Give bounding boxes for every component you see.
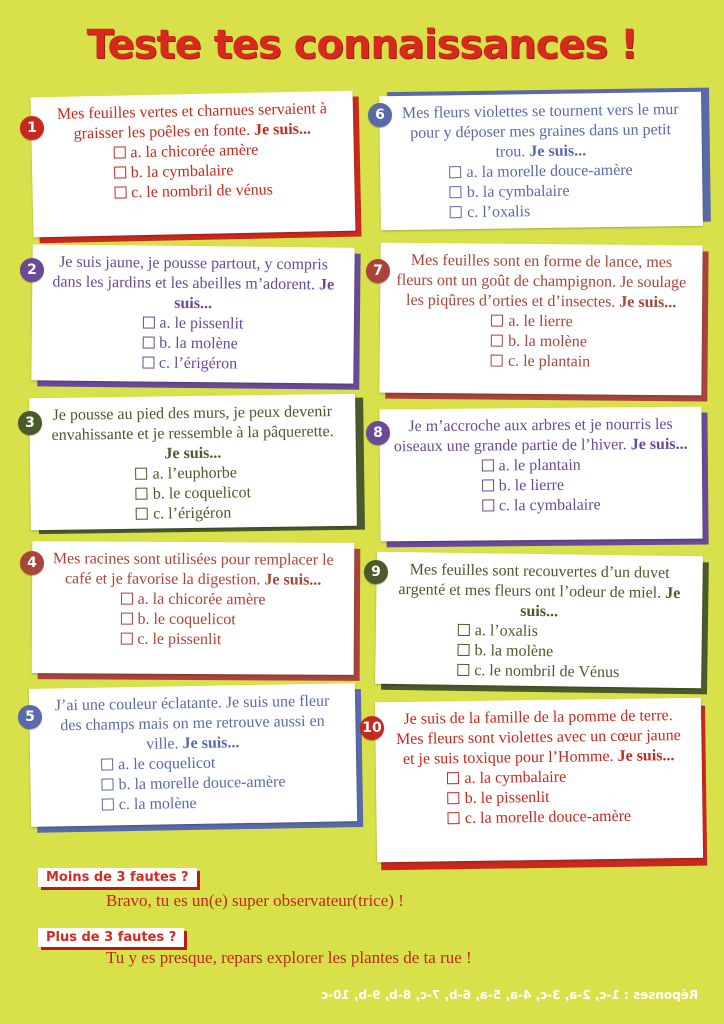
answer-option[interactable]: [458, 621, 620, 643]
answer-option[interactable]: [457, 661, 619, 683]
question-number-badge: 6: [368, 103, 392, 127]
more-mistakes-label: Plus de 3 fautes ?: [38, 928, 184, 947]
question-card-5: [29, 683, 357, 827]
question-text: [43, 402, 342, 466]
answer-label: a. le coquelicot: [117, 754, 216, 774]
checkbox-icon[interactable]: [114, 186, 126, 198]
question-card-3: [29, 394, 357, 531]
card-body: [375, 552, 703, 689]
question-card-10: [375, 698, 703, 863]
je-suis-label: Je suis...: [264, 571, 322, 589]
answers: [321, 988, 698, 1002]
answer-label: c. la molène: [118, 794, 197, 814]
answer-option[interactable]: [481, 455, 600, 476]
checkbox-icon[interactable]: [482, 479, 494, 491]
question-prompt: Je suis jaune, je pousse partout, y compris dans les jardins et les abeilles m’adorent.: [52, 253, 329, 294]
answer-label: a. le pissenlit: [159, 314, 244, 333]
answer-option[interactable]: [142, 333, 243, 354]
card-body: [31, 91, 356, 238]
question-number-badge: 3: [18, 411, 42, 435]
answer-label: b. la molène: [159, 334, 238, 353]
question-prompt: J’ai une couleur éclatante. Je suis une fleur des champs mais on me retrouve aussi en ville.: [54, 692, 330, 753]
answer-label: a. la morelle douce-amère: [466, 161, 633, 182]
card-body: [379, 243, 702, 396]
je-suis-label: Je suis...: [529, 142, 587, 161]
je-suis-label: Je suis...: [520, 584, 681, 621]
je-suis-label: Je suis...: [630, 435, 688, 454]
answer-options: [120, 590, 265, 651]
answer-option[interactable]: [120, 630, 265, 651]
question-number-badge: 5: [18, 705, 42, 729]
question-text: [393, 415, 687, 458]
question-card-1: [31, 91, 356, 238]
answer-options: [457, 621, 620, 683]
question-text: [46, 252, 341, 315]
answer-label: b. la molène: [508, 332, 587, 351]
checkbox-icon[interactable]: [448, 792, 460, 804]
answer-options: [491, 312, 591, 373]
checkbox-icon[interactable]: [101, 758, 113, 770]
answer-label: b. la morelle douce-amère: [118, 773, 286, 794]
answer-option[interactable]: [491, 332, 590, 353]
checkbox-icon[interactable]: [142, 356, 154, 368]
answer-option[interactable]: [120, 610, 265, 631]
card-body: [31, 244, 354, 383]
answer-options: [447, 767, 631, 830]
answer-option[interactable]: [101, 772, 285, 795]
answer-option[interactable]: [447, 767, 630, 790]
question-number-badge: 7: [366, 259, 390, 283]
question-text: [389, 706, 688, 770]
answer-option[interactable]: [450, 181, 633, 204]
question-text: [393, 100, 688, 164]
answer-option[interactable]: [482, 475, 601, 496]
card-body: [29, 683, 357, 827]
checkbox-icon[interactable]: [458, 624, 470, 636]
question-prompt: Je suis de la famille de la pomme de terre. Mes fleurs sont violettes avec un cœur jaune et je suis toxique pour l’Homme.: [395, 707, 681, 768]
answer-options: [135, 463, 251, 525]
answer-option[interactable]: [482, 495, 601, 516]
answer-label: b. le coquelicot: [137, 610, 236, 629]
answer-label: a. la cymbalaire: [464, 768, 567, 788]
checkbox-icon[interactable]: [120, 633, 132, 645]
answer-option[interactable]: [491, 312, 590, 333]
card-body: [375, 698, 703, 863]
checkbox-icon[interactable]: [136, 508, 148, 520]
checkbox-icon[interactable]: [491, 315, 503, 327]
answer-label: a. l’euphorbe: [152, 464, 238, 483]
question-prompt: Mes racines sont utilisées pour remplacer le café et je favorise la digestion.: [52, 550, 334, 589]
card-body: [379, 407, 702, 542]
answer-label: c. la cymbalaire: [498, 496, 601, 515]
answer-option[interactable]: [121, 590, 266, 611]
card-body: [379, 92, 703, 230]
answer-label: c. le plantain: [507, 352, 591, 371]
card-body: [32, 541, 355, 675]
je-suis-label: Je suis...: [253, 120, 312, 139]
checkbox-icon[interactable]: [102, 798, 114, 810]
checkbox-icon[interactable]: [491, 335, 503, 347]
checkbox-icon[interactable]: [101, 778, 113, 790]
answer-option[interactable]: [102, 792, 286, 815]
checkbox-icon[interactable]: [142, 316, 154, 328]
answer-options: [481, 455, 600, 516]
checkbox-icon[interactable]: [121, 593, 133, 605]
question-card-9: [375, 552, 703, 689]
checkbox-icon[interactable]: [114, 166, 126, 178]
answer-option[interactable]: [113, 140, 272, 163]
checkbox-icon[interactable]: [135, 468, 147, 480]
answer-label: a. la chicorée amère: [137, 590, 266, 609]
question-card-4: [32, 541, 355, 675]
checkbox-icon[interactable]: [457, 664, 469, 676]
question-number-badge: 10: [360, 716, 384, 740]
answer-label: a. le lierre: [508, 312, 573, 331]
checkbox-icon[interactable]: [450, 166, 462, 178]
checkbox-icon[interactable]: [447, 772, 459, 784]
answer-option[interactable]: [449, 161, 632, 184]
answer-label: b. la molène: [474, 642, 554, 661]
question-number-badge: 2: [20, 258, 44, 282]
answer-label: c. le pissenlit: [137, 630, 222, 649]
question-card-8: [379, 407, 702, 542]
answer-option[interactable]: [142, 353, 243, 374]
answer-label: b. la cymbalaire: [466, 182, 570, 202]
question-text: [46, 549, 340, 591]
question-text: [390, 560, 689, 624]
answer-options: [142, 313, 244, 374]
question-text: [394, 251, 689, 314]
checkbox-icon[interactable]: [450, 186, 462, 198]
page-title: Teste tes connaissances !: [86, 22, 638, 68]
je-suis-label: Je suis...: [164, 444, 222, 463]
question-card-7: [379, 243, 702, 396]
answer-option[interactable]: [457, 641, 619, 663]
answer-option[interactable]: [114, 180, 273, 203]
card-body: [29, 394, 357, 531]
question-prompt: Mes fleurs violettes se tournent vers le mur pour y déposer mes graines dans un petit trou.: [401, 101, 679, 161]
je-suis-label: Je suis...: [619, 293, 677, 312]
checkbox-icon[interactable]: [482, 499, 494, 511]
more-mistakes-message: Tu y es presque, repars explorer les plantes de ta rue !: [106, 948, 472, 967]
answer-label: c. l’oxalis: [467, 203, 531, 222]
checkbox-icon[interactable]: [120, 613, 132, 625]
question-number-badge: 1: [20, 116, 44, 140]
question-prompt: Mes feuilles vertes et charnues servaient à graisser les poêles en fonte.: [56, 100, 328, 143]
question-prompt: Je m’accroche aux arbres et je nourris les oiseaux une grande partie de l’hiver.: [393, 415, 673, 456]
answer-label: b. le pissenlit: [464, 788, 550, 808]
answer-options: [113, 140, 273, 203]
answer-option[interactable]: [491, 352, 590, 373]
answer-label: a. le plantain: [498, 456, 581, 475]
checkbox-icon[interactable]: [491, 355, 503, 367]
question-number-badge: 4: [20, 551, 44, 575]
checkbox-icon[interactable]: [142, 336, 154, 348]
je-suis-label: Je suis...: [617, 747, 675, 765]
question-text: [43, 691, 342, 756]
question-text: [45, 99, 340, 145]
question-prompt: Je pousse au pied des murs, je peux devenir envahissante et je ressemble à la pâquerette.: [51, 403, 334, 444]
less-mistakes-label: Moins de 3 fautes ?: [38, 868, 197, 887]
question-prompt: Mes feuilles sont recouvertes d’un duvet argenté et mes fleurs ont l’odeur de miel.: [398, 561, 670, 602]
checkbox-icon[interactable]: [482, 459, 494, 471]
answer-label: b. le lierre: [498, 476, 565, 495]
answer-option[interactable]: [448, 807, 631, 830]
answer-option[interactable]: [135, 463, 250, 485]
answer-label: c. l’érigéron: [158, 354, 238, 373]
je-suis-label: Je suis...: [182, 734, 240, 753]
answers-text: Réponses : 1-c, 2-a, 3-c, 4-a, 5-a, 6-b, 7-c, 8-b, 9-b, 10-c: [320, 988, 698, 1002]
answer-label: a. l’oxalis: [474, 622, 539, 640]
answer-label: c. le nombril de Vénus: [474, 662, 620, 682]
checkbox-icon[interactable]: [450, 206, 462, 218]
answer-option[interactable]: [448, 787, 631, 810]
answer-label: c. le nombril de vénus: [131, 181, 274, 202]
answer-option[interactable]: [136, 483, 251, 505]
checkbox-icon[interactable]: [457, 644, 469, 656]
answer-label: b. la cymbalaire: [130, 162, 234, 182]
answer-options: [449, 161, 633, 224]
answer-option[interactable]: [142, 313, 243, 334]
answer-label: a. la chicorée amère: [130, 141, 259, 162]
je-suis-label: Je suis...: [174, 276, 335, 313]
question-number-badge: 9: [364, 560, 388, 584]
answer-label: c. l’érigéron: [153, 504, 232, 523]
answer-label: c. la morelle douce-amère: [464, 807, 632, 828]
question-prompt: Mes feuilles sont en forme de lance, mes fleurs ont un goût de champignon. Je soulage les piqûres d’orties et d’insectes.: [396, 251, 687, 311]
answer-option[interactable]: [450, 201, 633, 224]
checkbox-icon[interactable]: [448, 812, 460, 824]
checkbox-icon[interactable]: [113, 146, 125, 158]
checkbox-icon[interactable]: [136, 488, 148, 500]
question-card-2: [31, 244, 354, 383]
question-card-6: [379, 92, 703, 230]
less-mistakes-message: Bravo, tu es un(e) super observateur(trice) !: [106, 891, 404, 910]
answer-option[interactable]: [136, 503, 251, 525]
answer-label: b. le coquelicot: [152, 484, 252, 503]
answer-options: [101, 752, 286, 815]
question-number-badge: 8: [366, 421, 390, 445]
